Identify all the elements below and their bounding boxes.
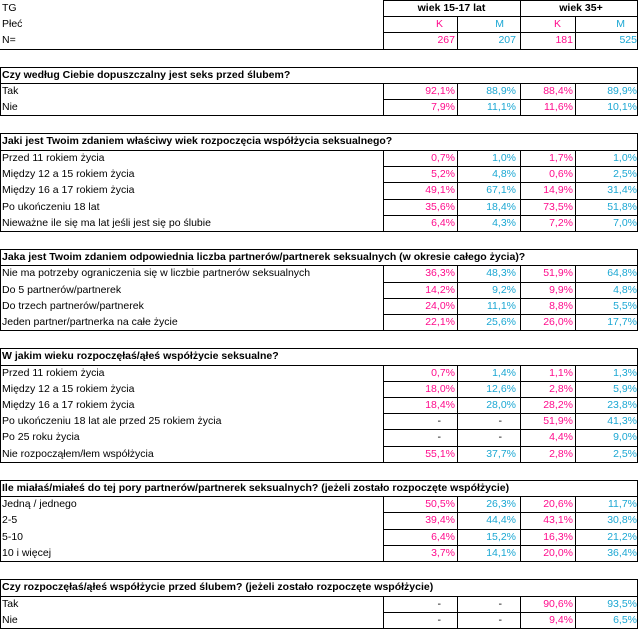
- grid-line: [383, 182, 638, 183]
- grid-line: [0, 365, 638, 366]
- value-m-15-17: 11,1%: [487, 299, 516, 312]
- value-k-35plus: 16,3%: [543, 530, 573, 543]
- value-m-15-17: 1,0%: [492, 151, 516, 164]
- section-spacer: [0, 462, 640, 480]
- question-title: Jaka jest Twoim zdaniem odpowiednia liczba partnerów/partnerek seksualnych (w okresie całego życia)?: [2, 250, 526, 263]
- question-section: [0, 579, 640, 628]
- value-k-15-17: 39,4%: [425, 514, 455, 527]
- grid-line: [457, 150, 458, 231]
- header-block: [0, 0, 640, 49]
- answer-label: 10 i więcej: [2, 546, 52, 559]
- grid-line: [575, 150, 576, 231]
- value-k-35plus: 2,8%: [549, 447, 573, 460]
- grid-line: [383, 215, 638, 216]
- value-k-15-17: 6,4%: [431, 530, 455, 543]
- grid-line: [575, 16, 576, 48]
- m-label-1: M: [495, 18, 504, 31]
- grid-line: [383, 496, 384, 561]
- grid-line: [383, 596, 384, 628]
- grid-line: [0, 49, 638, 50]
- value-m-35plus: 30,8%: [607, 514, 637, 527]
- header-row-gender: [0, 16, 640, 32]
- k-label-1: K: [435, 18, 443, 31]
- grid-line: [0, 348, 1, 462]
- value-m-35plus: 1,0%: [613, 151, 637, 164]
- value-k-15-17: 50,5%: [425, 498, 455, 511]
- question-title: Czy rozpoczęłaś/ąłeś współżycie przed ślubem? (jeżeli zostało rozpoczęte współżycie): [2, 581, 434, 593]
- value-m-15-17: 9,2%: [492, 283, 516, 296]
- answer-row: [0, 182, 640, 198]
- value-m-15-17: 44,4%: [486, 514, 516, 527]
- value-m-15-17: 25,6%: [486, 315, 516, 328]
- question-row: [0, 480, 640, 497]
- answer-row: [0, 429, 640, 445]
- value-k-35plus: 2,8%: [549, 382, 573, 395]
- grid-line: [457, 83, 458, 115]
- grid-line: [637, 150, 638, 231]
- grid-line: [520, 0, 521, 49]
- value-m-35plus: 5,5%: [613, 299, 637, 312]
- grid-line: [383, 298, 638, 299]
- answer-row: [0, 496, 640, 512]
- section-spacer: [0, 49, 640, 67]
- value-k-15-17: 36,3%: [425, 267, 455, 280]
- grid-line: [0, 579, 638, 580]
- answer-label: Po 25 roku życia: [2, 431, 80, 444]
- value-m-35plus: 10,1%: [607, 101, 637, 114]
- value-k-15-17: 5,2%: [431, 168, 455, 181]
- question-title: Ile miałaś/miałeś do tej pory partnerów/partnerek seksualnych? (jeżeli zostało rozpoczęte współżycie): [2, 481, 510, 494]
- answer-label: 5-10: [2, 530, 24, 543]
- answer-label: Nie rozpocząłem/łem współżycia: [2, 447, 154, 460]
- value-m-35plus: 23,8%: [607, 399, 637, 411]
- value-k-35plus: 20,6%: [543, 498, 573, 511]
- value-k-35plus: 43,1%: [543, 514, 573, 527]
- answer-row: [0, 545, 640, 561]
- grid-line: [0, 133, 1, 230]
- grid-line: [383, 150, 384, 231]
- answer-label: Jeden partner/partnerka na całe życie: [2, 315, 178, 328]
- grid-line: [383, 99, 638, 100]
- grid-line: [520, 496, 521, 561]
- grid-line: [383, 83, 384, 115]
- value-k-15-17: -: [437, 597, 441, 610]
- grid-line: [457, 596, 458, 628]
- value-m-15-17: 12,6%: [486, 382, 516, 395]
- value-m-35plus: 51,8%: [607, 200, 637, 213]
- answer-label: Tak: [2, 85, 19, 98]
- answer-row: [0, 99, 640, 115]
- gender-label: Płeć: [2, 18, 23, 31]
- answer-row: [0, 199, 640, 215]
- value-k-15-17: 6,4%: [431, 216, 455, 229]
- grid-line: [0, 348, 638, 349]
- grid-line: [383, 314, 638, 315]
- section-spacer: [0, 561, 640, 579]
- value-m-35plus: 64,8%: [607, 267, 637, 280]
- value-m-35plus: 89,9%: [607, 85, 637, 98]
- value-k-15-17: 0,7%: [431, 151, 455, 164]
- value-k-15-17: 7,9%: [431, 101, 455, 114]
- grid-line: [520, 265, 521, 330]
- value-m-35plus: 5,9%: [613, 382, 637, 395]
- value-k-15-17: 35,6%: [425, 200, 455, 213]
- answer-label: Przed 11 rokiem życia: [2, 366, 105, 379]
- grid-line: [575, 265, 576, 330]
- value-k-35plus: 90,6%: [543, 597, 573, 610]
- value-m-15-17: 48,3%: [486, 267, 516, 280]
- grid-line: [383, 32, 638, 33]
- answer-label: Tak: [2, 597, 19, 610]
- value-m-15-17: -: [498, 415, 502, 428]
- grid-line: [383, 612, 638, 613]
- grid-line: [575, 496, 576, 561]
- grid-line: [383, 429, 638, 430]
- value-k-35plus: 9,4%: [549, 613, 573, 626]
- value-k-35plus: 1,7%: [549, 151, 573, 164]
- grid-line: [637, 365, 638, 462]
- answer-row: [0, 166, 640, 182]
- value-k-15-17: 0,7%: [431, 366, 455, 379]
- answer-label: Po ukończeniu 18 lat: [2, 200, 100, 213]
- value-m-35plus: 2,5%: [613, 168, 637, 181]
- value-m-15-17: 1,4%: [492, 366, 516, 379]
- grid-line: [383, 512, 638, 513]
- value-k-15-17: 14,2%: [425, 283, 455, 296]
- grid-line: [0, 83, 638, 84]
- answer-row: [0, 596, 640, 612]
- value-k-35plus: 0,6%: [549, 168, 573, 181]
- grid-line: [383, 0, 384, 49]
- value-k-35plus: 8,8%: [549, 299, 573, 312]
- grid-line: [637, 596, 638, 628]
- answer-label: Przed 11 rokiem życia: [2, 151, 105, 164]
- grid-line: [457, 496, 458, 561]
- answer-row: [0, 83, 640, 99]
- grid-line: [457, 16, 458, 48]
- question-row: [0, 249, 640, 266]
- answer-row: [0, 529, 640, 545]
- value-k-15-17: 22,1%: [425, 315, 455, 328]
- n-value-m2: 525: [619, 34, 637, 47]
- value-k-35plus: 7,2%: [549, 216, 573, 229]
- value-k-15-17: 3,7%: [431, 546, 455, 559]
- value-k-15-17: 49,1%: [425, 184, 455, 197]
- value-m-35plus: 6,5%: [613, 613, 637, 626]
- grid-line: [0, 67, 1, 116]
- value-m-35plus: 17,7%: [607, 315, 637, 328]
- grid-line: [0, 561, 638, 562]
- grid-line: [0, 133, 638, 134]
- grid-line: [383, 381, 638, 382]
- grid-line: [575, 83, 576, 115]
- n-value-m1: 207: [498, 34, 516, 47]
- value-k-35plus: 14,9%: [543, 184, 573, 197]
- answer-row: [0, 282, 640, 298]
- value-m-15-17: 4,3%: [492, 216, 516, 229]
- value-k-35plus: 9,9%: [549, 283, 573, 296]
- grid-line: [0, 150, 638, 151]
- value-k-15-17: -: [437, 431, 441, 444]
- answer-label: Do trzech partnerów/partnerek: [2, 299, 144, 312]
- answer-label: Do 5 partnerów/partnerek: [2, 283, 122, 296]
- grid-line: [457, 265, 458, 330]
- grid-line: [383, 397, 638, 398]
- value-k-35plus: 51,9%: [543, 415, 573, 428]
- value-m-35plus: 4,8%: [613, 283, 637, 296]
- grid-line: [0, 628, 638, 629]
- value-k-35plus: 1,1%: [549, 366, 573, 379]
- answer-label: Nieważne ile się ma lat jeśli jest się po ślubie: [2, 216, 211, 229]
- value-k-35plus: 73,5%: [543, 200, 573, 213]
- answer-row: [0, 397, 640, 413]
- value-m-35plus: 7,0%: [613, 216, 637, 229]
- value-k-35plus: 88,4%: [543, 85, 573, 98]
- group-1-title: wiek 15-17 lat: [417, 2, 486, 14]
- section-spacer: [0, 231, 640, 249]
- grid-line: [0, 496, 638, 497]
- grid-line: [0, 265, 638, 266]
- grid-line: [520, 150, 521, 231]
- question-title: W jakim wieku rozpoczęłaś/ąłeś współżycie seksualne?: [2, 350, 279, 363]
- answer-label: Między 16 a 17 rokiem życia: [2, 399, 135, 411]
- value-m-15-17: 28,0%: [486, 399, 516, 411]
- value-m-15-17: 15,2%: [486, 530, 516, 543]
- answer-label: 2-5: [2, 514, 18, 527]
- sections-container: [0, 49, 640, 628]
- answer-row: [0, 413, 640, 429]
- answer-label: Między 12 a 15 rokiem życia: [2, 382, 135, 395]
- value-k-15-17: -: [437, 613, 441, 626]
- value-m-15-17: 67,1%: [486, 184, 516, 197]
- answer-row: [0, 612, 640, 628]
- answer-label: Między 16 a 17 rokiem życia: [2, 184, 135, 197]
- value-m-15-17: -: [498, 613, 502, 626]
- grid-line: [0, 480, 638, 481]
- grid-line: [383, 446, 638, 447]
- grid-line: [637, 83, 638, 115]
- value-k-15-17: 18,0%: [425, 382, 455, 395]
- value-m-35plus: 2,5%: [613, 447, 637, 460]
- value-m-15-17: 11,1%: [487, 101, 516, 114]
- n-label: N=: [2, 34, 16, 47]
- value-m-15-17: 14,1%: [486, 546, 516, 559]
- k-label-2: K: [553, 18, 561, 31]
- value-m-15-17: 4,8%: [492, 168, 516, 181]
- value-k-35plus: 51,9%: [543, 267, 573, 280]
- m-label-2: M: [616, 18, 625, 31]
- grid-line: [383, 282, 638, 283]
- value-k-35plus: 26,0%: [543, 315, 573, 328]
- question-title: Jaki jest Twoim zdaniem właściwy wiek rozpoczęcia współżycia seksualnego?: [2, 135, 393, 148]
- answer-row: [0, 298, 640, 314]
- value-k-35plus: 20,0%: [543, 546, 573, 559]
- value-k-15-17: 55,1%: [425, 447, 455, 460]
- grid-line: [520, 365, 521, 462]
- value-k-35plus: 11,6%: [544, 101, 573, 114]
- question-row: [0, 133, 640, 150]
- grid-line: [637, 496, 638, 561]
- value-k-15-17: 92,1%: [425, 85, 455, 98]
- grid-line: [520, 596, 521, 628]
- question-row: [0, 348, 640, 365]
- grid-line: [0, 67, 638, 68]
- value-k-15-17: -: [437, 415, 441, 428]
- answer-row: [0, 150, 640, 166]
- grid-line: [575, 596, 576, 628]
- grid-line: [0, 231, 638, 232]
- grid-line: [383, 199, 638, 200]
- grid-line: [0, 330, 638, 331]
- value-m-35plus: 93,5%: [607, 597, 637, 610]
- grid-line: [0, 115, 638, 116]
- section-spacer: [0, 115, 640, 133]
- grid-line: [383, 365, 384, 462]
- n-value-k1: 267: [437, 34, 455, 47]
- question-row: [0, 67, 640, 84]
- answer-label: Jedną / jednego: [2, 498, 77, 511]
- grid-line: [383, 413, 638, 414]
- value-m-15-17: -: [498, 431, 502, 444]
- question-title: Czy według Ciebie dopuszczalny jest seks przed ślubem?: [2, 68, 291, 81]
- answer-label: Nie ma potrzeby ograniczenia się w liczbie partnerów seksualnych: [2, 267, 311, 280]
- grid-line: [457, 365, 458, 462]
- question-section: [0, 67, 640, 116]
- value-k-35plus: 28,2%: [543, 399, 573, 411]
- value-k-15-17: 18,4%: [425, 399, 455, 411]
- answer-label: Nie: [2, 613, 18, 626]
- answer-row: [0, 446, 640, 462]
- answer-row: [0, 215, 640, 231]
- answer-label: Po ukończeniu 18 lat ale przed 25 rokiem życia: [2, 415, 222, 428]
- grid-line: [383, 529, 638, 530]
- value-m-35plus: 9,0%: [613, 431, 637, 444]
- answer-row: [0, 365, 640, 381]
- grid-line: [0, 462, 638, 463]
- group-2-title: wiek 35+: [559, 2, 603, 14]
- grid-line: [637, 265, 638, 330]
- question-section: [0, 249, 640, 330]
- header-row-tg: [0, 0, 640, 16]
- value-k-35plus: 4,4%: [549, 431, 573, 444]
- grid-line: [383, 265, 384, 330]
- value-k-15-17: 24,0%: [425, 299, 455, 312]
- answer-label: Między 12 a 15 rokiem życia: [2, 168, 135, 181]
- grid-line: [383, 16, 638, 17]
- tg-label: TG: [2, 2, 17, 14]
- section-spacer: [0, 330, 640, 348]
- answer-row: [0, 512, 640, 528]
- grid-line: [520, 83, 521, 115]
- answer-row: [0, 381, 640, 397]
- value-m-15-17: 26,3%: [486, 498, 516, 511]
- grid-line: [0, 249, 638, 250]
- value-m-35plus: 36,4%: [607, 546, 637, 559]
- value-m-15-17: 88,9%: [486, 85, 516, 98]
- answer-label: Nie: [2, 101, 18, 114]
- value-m-35plus: 31,4%: [607, 184, 637, 197]
- grid-line: [637, 0, 638, 49]
- grid-line: [383, 545, 638, 546]
- value-m-35plus: 1,3%: [613, 366, 637, 379]
- grid-line: [383, 166, 638, 167]
- value-m-35plus: 21,2%: [607, 530, 637, 543]
- question-row: [0, 579, 640, 596]
- value-m-35plus: 41,3%: [607, 415, 637, 428]
- n-value-k2: 181: [555, 34, 573, 47]
- answer-row: [0, 314, 640, 330]
- question-section: [0, 480, 640, 561]
- value-m-15-17: -: [498, 597, 502, 610]
- answer-row: [0, 265, 640, 281]
- header-row-n: [0, 32, 640, 48]
- grid-line: [0, 596, 638, 597]
- value-m-15-17: 37,7%: [486, 447, 516, 460]
- grid-line: [0, 480, 1, 561]
- value-m-15-17: 18,4%: [486, 200, 516, 213]
- value-m-35plus: 11,7%: [608, 498, 637, 511]
- grid-line: [575, 365, 576, 462]
- grid-line: [0, 579, 1, 628]
- grid-line: [0, 249, 1, 330]
- grid-line: [383, 0, 638, 1]
